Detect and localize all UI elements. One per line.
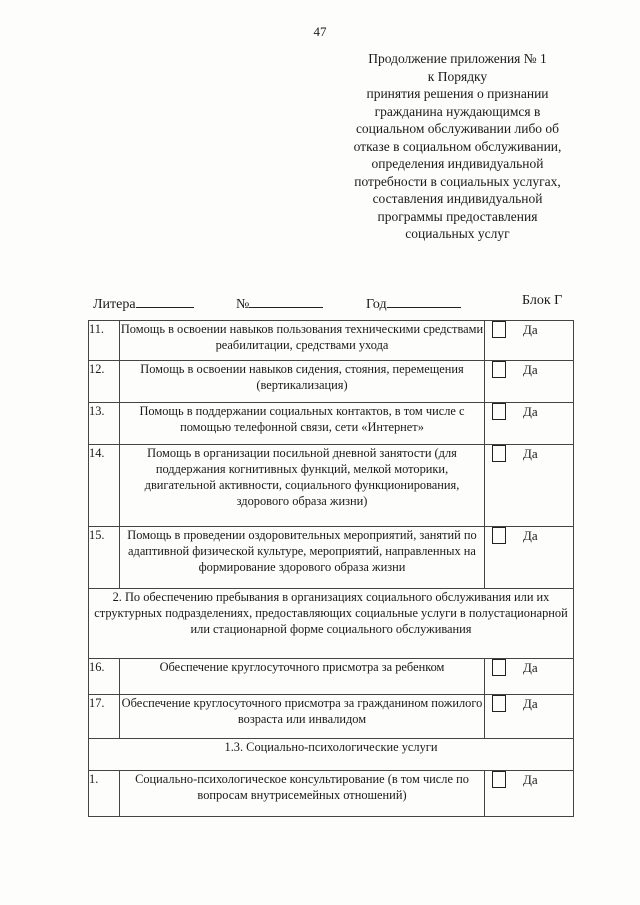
yes-checkbox[interactable] bbox=[492, 695, 506, 712]
row-number: 1. bbox=[89, 771, 120, 817]
page-number: 47 bbox=[313, 24, 327, 39]
service-row bbox=[89, 695, 574, 739]
yes-checkbox[interactable] bbox=[492, 527, 506, 544]
yes-checkbox[interactable] bbox=[492, 403, 506, 420]
row-number: 16. bbox=[89, 659, 120, 695]
header-line: гражданина нуждающимся в bbox=[374, 103, 541, 119]
service-description: Обеспечение круглосуточного присмотра за гражданином пожилого возраста или инвалидом bbox=[120, 695, 485, 739]
service-description: Помощь в организации посильной дневной занятости (для поддержания когнитивных функций, мелкой моторики, двигательной активности, социального функционирования, здорового образа жизни) bbox=[120, 445, 485, 527]
yes-label: Да bbox=[523, 771, 538, 787]
yes-label: Да bbox=[523, 445, 538, 461]
row-number: 14. bbox=[89, 445, 120, 527]
block-field bbox=[522, 293, 562, 309]
year-blank[interactable] bbox=[387, 293, 461, 308]
litera-blank[interactable] bbox=[136, 293, 194, 308]
section-title: 1.3. Социально-психологические услуги bbox=[89, 739, 574, 771]
yes-label: Да bbox=[523, 361, 538, 377]
section-row bbox=[89, 589, 574, 659]
answer-cell bbox=[485, 695, 574, 739]
block-label: Блок Г bbox=[522, 293, 563, 308]
yes-label: Да bbox=[523, 403, 538, 419]
year-label: Год bbox=[366, 297, 387, 312]
number-label: № bbox=[236, 297, 250, 312]
row-number: 13. bbox=[89, 403, 120, 445]
answer-cell bbox=[485, 361, 574, 403]
litera-label: Литера bbox=[93, 297, 136, 312]
section-title: 2. По обеспечению пребывания в организациях социального обслуживания или их структурных подразделениях, предоставляющих социальные услуги в полустационарной или стационарной форме социального обслуживания bbox=[89, 589, 574, 659]
yes-checkbox[interactable] bbox=[492, 771, 506, 788]
header-line: программы предоставления bbox=[377, 208, 538, 224]
answer-cell bbox=[485, 771, 574, 817]
header-line: к Порядку bbox=[427, 68, 488, 84]
service-description: Обеспечение круглосуточного присмотра за ребенком bbox=[120, 659, 485, 695]
answer-cell bbox=[485, 445, 574, 527]
answer-cell bbox=[485, 403, 574, 445]
yes-label: Да bbox=[523, 695, 538, 711]
yes-label: Да bbox=[523, 527, 538, 543]
answer-cell bbox=[485, 527, 574, 589]
service-row bbox=[89, 361, 574, 403]
row-number: 12. bbox=[89, 361, 120, 403]
yes-checkbox[interactable] bbox=[492, 321, 506, 338]
row-number: 17. bbox=[89, 695, 120, 739]
year-field bbox=[366, 293, 461, 313]
number-field bbox=[236, 293, 323, 313]
header-line: определения индивидуальной bbox=[371, 156, 544, 171]
service-row bbox=[89, 403, 574, 445]
section-row bbox=[89, 739, 574, 771]
service-description: Помощь в освоении навыков пользования техническими средствами реабилитации, средствами ухода bbox=[120, 321, 485, 361]
header-line: принятия решения о признании bbox=[366, 86, 549, 101]
service-description: Помощь в проведении оздоровительных мероприятий, занятий по адаптивной физической культуре, мероприятий, направленных на формирование здорового образа жизни bbox=[120, 527, 485, 589]
service-row bbox=[89, 527, 574, 589]
yes-checkbox[interactable] bbox=[492, 659, 506, 676]
litera-field bbox=[93, 293, 194, 313]
yes-label: Да bbox=[523, 659, 538, 675]
service-description: Социально-психологическое консультирование (в том числе по вопросам внутрисемейных отношений) bbox=[120, 771, 485, 817]
header-line: социальных услуг bbox=[405, 226, 510, 241]
row-number: 11. bbox=[89, 321, 120, 361]
row-number: 15. bbox=[89, 527, 120, 589]
service-description: Помощь в поддержании социальных контактов, в том числе с помощью телефонной связи, сети «Интернет» bbox=[120, 403, 485, 445]
answer-cell bbox=[485, 659, 574, 695]
appendix-header bbox=[330, 50, 585, 243]
header-line: составления индивидуальной bbox=[372, 191, 543, 206]
yes-checkbox[interactable] bbox=[492, 445, 506, 462]
service-row bbox=[89, 321, 574, 361]
header-line: социальном обслуживании либо об bbox=[355, 121, 560, 136]
header-line: потребности в социальных услугах, bbox=[354, 173, 561, 189]
header-line: Продолжение приложения № 1 bbox=[368, 51, 547, 66]
answer-cell bbox=[485, 321, 574, 361]
service-row bbox=[89, 445, 574, 527]
service-row bbox=[89, 659, 574, 695]
yes-label: Да bbox=[523, 321, 538, 337]
service-description: Помощь в освоении навыков сидения, стояния, перемещения (вертикализация) bbox=[120, 361, 485, 403]
service-row bbox=[89, 771, 574, 817]
yes-checkbox[interactable] bbox=[492, 361, 506, 378]
services-table bbox=[88, 320, 574, 817]
number-blank[interactable] bbox=[249, 293, 323, 308]
header-line: отказе в социальном обслуживании, bbox=[353, 138, 562, 154]
